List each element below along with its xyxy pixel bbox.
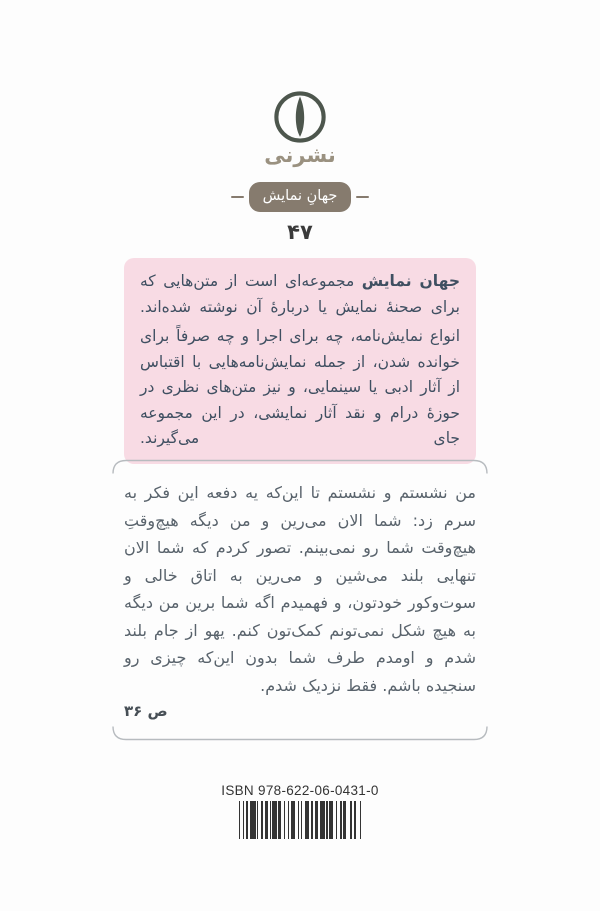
quote-bracket-top [112,458,488,474]
series-title-row [0,182,600,212]
excerpt-quote-box [112,458,488,742]
quote-bracket-bottom [112,726,488,742]
barcode-block [0,783,600,839]
excerpt-text: من نشستم و نشستم تا این‌که یه دفعه این فکر به سرم زد: شما الان می‌رین و من دیگه هیچ‌وقتِ هیچ‌وقت شما رو نمی‌بینم. تصور کردم که شما الان تنهایی بلند می‌شین و می‌رین به اتاق خالی و سوت‌وکور خودتون، و فهمیدم اگه شما برین من دیگه به هیچ شکل نمی‌تونم کمک‌تون کنم. یهو از جام بلند شدم و اومدم طرف شما بدون این‌که چیزی رو سنجیده باشم. فقط نزدیک شدم. [124,483,476,695]
blurb-lead-title: جهان نمایش [361,272,460,290]
publisher-logo-ney-leaf-icon [272,89,328,145]
blurb-paragraph-2: انواع نمایش‌نامه، چه برای اجرا و چه صرفاً برای خوانده شدن، از جمله نمایش‌نامه‌هایی با اقتباس از آثار ادبی یا سینمایی، و نیز متن‌های نظری در حوزۀ درام و نقد آثار نمایشی، در این مجموعه جای می‌گیرند. [140,327,460,447]
series-badge: جهانِ نمایش [249,182,352,212]
barcode-bars-icon [0,801,600,839]
blurb-paragraph-1 [140,269,460,320]
series-divider-left [356,196,369,198]
series-volume-number: ۴۷ [287,220,313,244]
series-blurb-card [124,258,476,464]
blurb-paragraph-1-text: مجموعه‌ای است از متن‌هایی که برای صحنۀ نمایش یا دربارۀ آن نوشته شده‌اند. [140,272,460,316]
page-reference: ص ۳۶ [124,702,168,720]
publisher-wordmark: نشرنی [264,143,336,167]
series-divider-right [231,196,244,198]
isbn-label: ISBN 978-622-06-0431-0 [221,783,379,798]
